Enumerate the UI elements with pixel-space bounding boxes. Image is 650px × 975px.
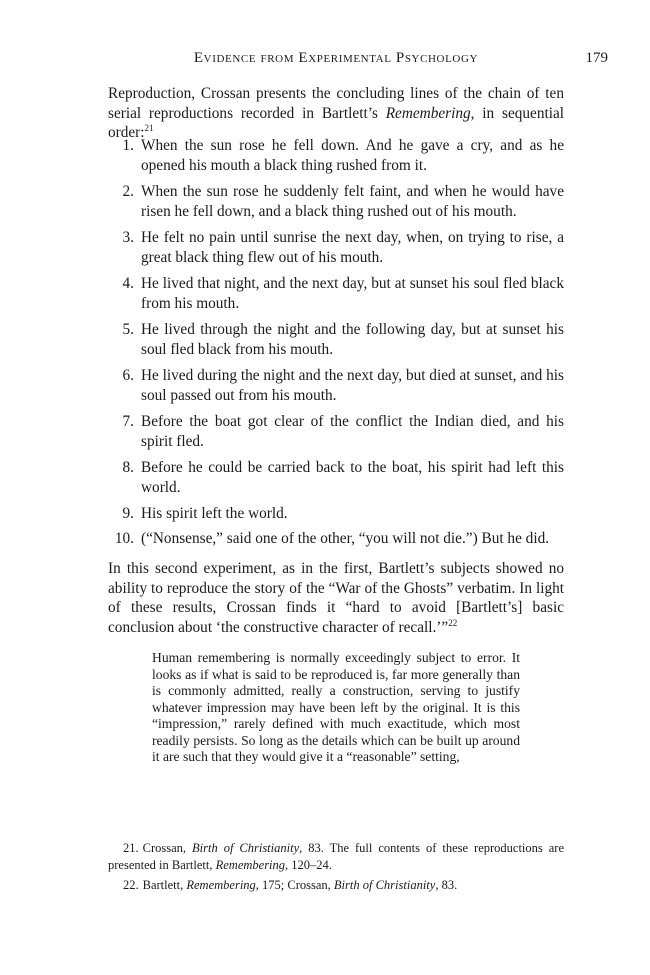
item-text: (“Nonsense,” said one of the other, “you will not die.”) But he did. <box>141 530 550 547</box>
item-number: 6. <box>122 367 134 384</box>
footnote-ref-22[interactable]: 22 <box>448 617 458 628</box>
item-text: Before the boat got clear of the conflict the Indian died, and his spirit fled. <box>141 413 564 450</box>
footnote-ref-21[interactable]: 21 <box>144 123 154 133</box>
footnote-21 <box>108 840 564 874</box>
footnote-text: , 83. The full contents of these reproductions are presented in Bartlett, <box>108 841 565 872</box>
item-number: 10. <box>114 530 134 547</box>
running-head: Evidence from Experimental Psychology <box>193 50 479 66</box>
list-item <box>108 136 564 175</box>
item-number: 8. <box>122 459 134 476</box>
item-number: 9. <box>122 505 134 522</box>
list-item <box>108 182 564 221</box>
item-text: He lived through the night and the following day, but at sunset his soul fled black from his mouth. <box>141 321 564 358</box>
item-number: 2. <box>122 183 134 200</box>
footnote-book-title: Birth of Christianity <box>192 841 300 855</box>
item-text: His spirit left the world. <box>141 505 288 522</box>
footnote-book-title: Birth of Christianity <box>333 878 436 892</box>
item-number: 4. <box>122 275 134 292</box>
footnote-book-title: Remembering <box>215 858 286 872</box>
list-item <box>108 366 564 405</box>
page-number: 179 <box>585 50 608 66</box>
conclusion-paragraph <box>108 559 564 637</box>
intro-text-end: , in sequential order: <box>108 104 565 141</box>
footnote-text: , 175; Crossan, <box>255 878 334 892</box>
conclusion-text: In this second experiment, as in the first, Bartlett’s subjects showed no ability to reproduce the story of the “War of the Ghosts” verbatim. In light of these results, Crossan finds it “hard to avoid [Bartlett’s] basic conclusion about ‘the constructive character of recall.’” <box>108 560 564 636</box>
footnote-text: Crossan, <box>142 841 193 855</box>
footnote-text: Bartlett, <box>142 878 187 892</box>
list-item <box>108 529 564 549</box>
footnote-book-title: Remembering <box>186 878 256 892</box>
list-item <box>108 458 564 497</box>
item-text: Before he could be carried back to the boat, his spirit had left this world. <box>141 459 564 496</box>
footnote-number: 22. <box>123 878 139 892</box>
list-item <box>108 412 564 451</box>
footnote-text: , 120–24. <box>285 858 332 872</box>
page-header <box>108 50 608 72</box>
list-item <box>108 320 564 359</box>
list-item <box>108 228 564 267</box>
footnote-text: , 83. <box>435 878 458 892</box>
item-number: 7. <box>122 413 134 430</box>
block-quote: Human remembering is normally exceedingly subject to error. It looks as if what is said to be reproduced is, far more generally than is commonly admitted, really a construction, serving to justify whatever impression may have been left by the original. It is this “impression,” rarely defined with much exactitude, which most readily persists. So long as the details which can be built up around it are such that they would give it a “reasonable” setting, <box>152 650 520 764</box>
intro-text: Reproduction, Crossan presents the concluding lines of the chain of ten serial reproductions recorded in Bartlett’s <box>108 85 564 122</box>
footnote-number: 21. <box>123 841 139 855</box>
footnote-22 <box>108 877 564 894</box>
item-text: He felt no pain until sunrise the next day, when, on trying to rise, a great black thing flew out of his mouth. <box>141 229 564 266</box>
item-number: 1. <box>122 137 134 154</box>
item-number: 3. <box>122 229 134 246</box>
intro-paragraph <box>108 84 564 143</box>
list-item <box>108 504 564 524</box>
item-number: 5. <box>122 321 134 338</box>
item-text: When the sun rose he suddenly felt faint, and when he would have risen he fell down, and a black thing rushed out of his mouth. <box>141 183 564 220</box>
list-item <box>108 274 564 313</box>
book-title: Remembering <box>385 104 471 122</box>
item-text: When the sun rose he fell down. And he gave a cry, and as he opened his mouth a black thing rushed from it. <box>141 137 564 174</box>
item-text: He lived that night, and the next day, but at sunset his soul fled black from his mouth. <box>141 275 564 312</box>
item-text: He lived during the night and the next day, but died at sunset, and his soul passed out from his mouth. <box>141 367 564 404</box>
